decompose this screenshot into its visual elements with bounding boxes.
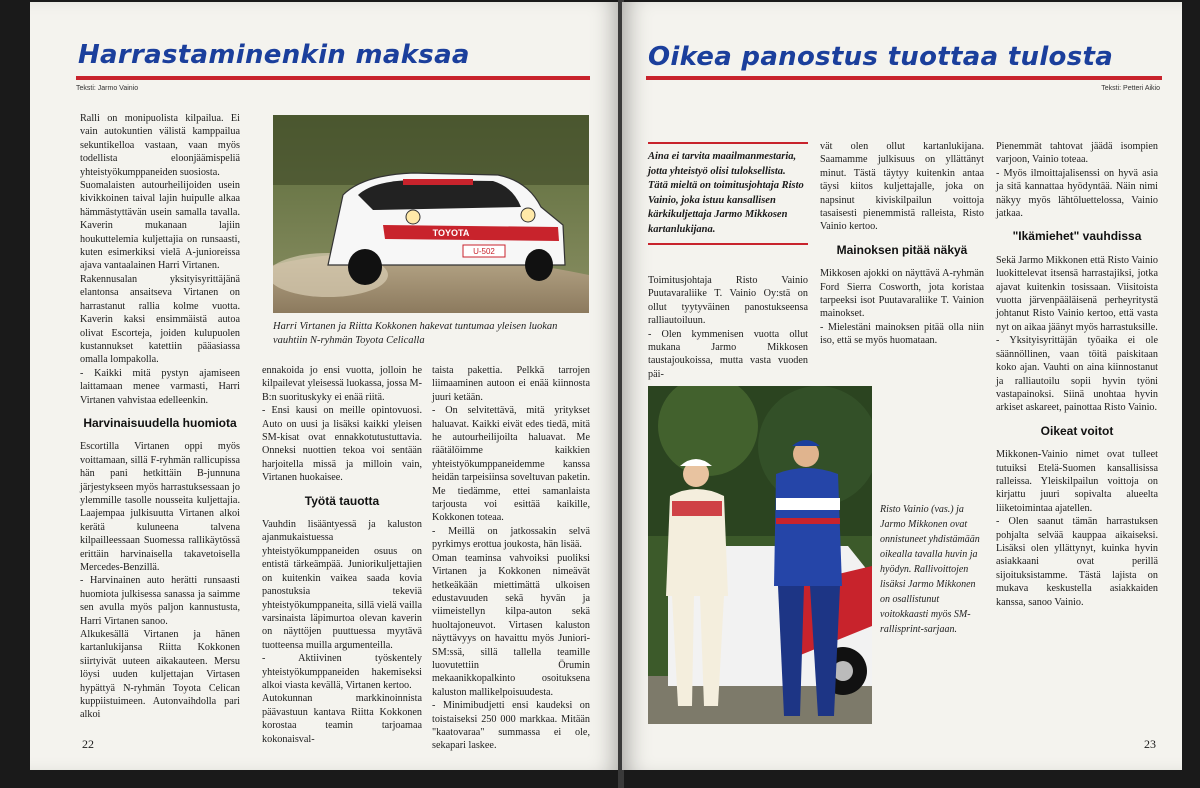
paragraph: Suomalaisten autourheilijoiden usein kivikkoinen taival lajin huipulle alkaa hämmästyttävän usein samalla tavalla. Kaverin mukanaan lajiin houkuttelemia kuljettajia on runsaasti, kuten esimerkiksi vielä A-junioreissa ajava vantaalainen Harri Virtanen. xyxy=(80,180,240,272)
subheading: "Ikämiehet" vauhdissa xyxy=(1012,229,1142,244)
paragraph: - Meillä on jatkossakin selvä pyrkimys erottua joukosta, hän lisää. xyxy=(432,525,590,551)
right-byline: Teksti: Petteri Aikio xyxy=(1101,85,1160,92)
left-headline-rule xyxy=(76,76,590,80)
paragraph: Mikkosen ajokki on näyttävä A-ryhmän Ford Sierra Cosworth, jota koristaa tarpeeksi isot Puutavaraliike T. Vainion mainokset. xyxy=(820,268,984,320)
right-headline: Oikea panostus tuottaa tulosta xyxy=(648,42,1114,72)
left-column-3 xyxy=(432,364,590,753)
paragraph: - Myös ilmoittajalisenssi on hyvä asia ja sitä kannattaa hyödyntää. Näin nimi näkyy myös lähtöluettelossa, Vainio jatkaa. xyxy=(996,167,1158,220)
paragraph: - Olen kymmenisen vuotta ollut mukana Jarmo Mikkosen taustajoukoissa, mutta vasta vuoden päi- xyxy=(648,328,808,380)
subheading: Työtä tauotta xyxy=(304,493,380,508)
paragraph: Toimitusjohtaja Risto Vainio Puutavaraliike T. Vainio Oy:stä on ollut tyytyväinen panostukseensa ralliautoiluun. xyxy=(648,275,808,327)
right-column-2 xyxy=(820,140,984,348)
paragraph: - Ensi kausi on meille opintovuosi. Auto on uusi ja lisäksi kaikki yleisen SM-kisat ovat ennakkotutustuttavia. Onneksi nuottien tekoa voi sentään harjoitella missä ja milloin vain, Virtanen huokaisee. xyxy=(262,405,422,484)
subheading: Oikeat voitot xyxy=(1040,423,1114,438)
right-page xyxy=(622,2,1182,770)
left-page-number: 22 xyxy=(82,737,94,751)
right-photo-caption: Risto Vainio (vas.) ja Jarmo Mikkonen ovat onnistuneet yhdistämään oikealla tavalla huvin ja hyödyn. Rallivoittojen lisäksi Jarmo Mikkonen on osallistunut voitokkaasti myös SM-rallisprint-sarjaan. xyxy=(880,504,980,635)
left-column-2 xyxy=(262,364,422,746)
right-headline-rule xyxy=(646,76,1162,80)
drivers-photo xyxy=(648,386,872,724)
right-column-1 xyxy=(648,274,808,381)
paragraph: Ralli on monipuolista kilpailua. Ei vain autokuntien välistä kamppailua sekuntikelloa vastaan, vaan myös todellista eloonjäämispeliä yhteistyökumppaneiden suosiosta. xyxy=(80,113,240,178)
paragraph: - Kaikki mitä pystyn ajamiseen laittamaan menee varmasti, Harri Virtanen vahvistaa edelleenkin. xyxy=(80,367,240,406)
paragraph: taista pakettia. Pelkkä tarrojen liimaaminen autoon ei enää kiinnosta juuri ketään. xyxy=(432,365,590,403)
subheading: Harvinaisuudella huomiota xyxy=(83,415,237,430)
paragraph: Alkukesällä Virtanen ja hänen kartanlukijansa Riitta Kokkonen siirtyivät uuteen aikakauteen. Mersu löysi uuden kuljettajan Virtasen hypättyä N-ryhmän Toyota Celican kuppiistuimeen. Autonvaihdolla pari alkoi xyxy=(80,629,240,721)
left-byline: Teksti: Jarmo Vainio xyxy=(76,85,139,92)
paragraph: Mikkonen-Vainio nimet ovat tulleet tutuiksi Etelä-Suomen kansallisissa ralleissa. Yleiskilpailun voittoja on kirjattu juuri sopivalta alueelta liiketoimintaa ajatellen. xyxy=(996,449,1158,514)
paragraph: Sekä Jarmo Mikkonen että Risto Vainio luokittelevat itsensä harrastajiksi, jotka ajavat kuitenkin tosissaan. Viisitoista vuotta järvenpääläisenä perheyritystä johtanut Risto Vainio kertoo, että vasta nyt on aikaa jäänyt myös harrastuksille. xyxy=(996,254,1158,333)
paragraph: Escortilla Virtanen oppi myös voittamaan, sillä F-ryhmän rallicupissa hän pani hetkittäin B-junnuna järjestykseen myös harrastuksessaan jo ylemmille tasolle nousseita kuljettajia. Laajempaa julkisuutta Virtanen alkoi kerätä kuluneena talvena kilpailleessaan Suomessa rallikäytössä erittäin harvinaisella takavetoisella Mercedes-Benzillä. xyxy=(80,441,240,573)
license-plate: U-502 xyxy=(473,247,495,256)
paragraph: - On selvitettävä, mitä yritykset haluavat. Kaikki eivät edes tiedä, mitä he autourheilijoilta haluavat. Me räätälöimme kaikkien yhteistyökumppaneidemme kanssa heidän tarpeisiinsa soveltuvan paketin. Me tiedämme, ettei samanlaista tarjousta voi esittää kaikille, Kokkonen toteaa. xyxy=(432,405,590,524)
paragraph: Rakennusalan yksityisyrittäjänä elantonsa ansaitseva Virtanen on harrastanut rallia kolme vuotta. Kaverin kaksi ensimmäistä autoa olivat Escorteja, joiden kulupuolen kustannukset katettiin pääasiassa omalla lompakolla. xyxy=(80,273,240,366)
paragraph: Pienemmät tahtovat jäädä isompien varjoon, Vainio toteaa. xyxy=(996,141,1158,166)
right-page-number: 23 xyxy=(1144,737,1156,751)
left-page xyxy=(30,2,620,770)
paragraph: - Aktiivinen työskentely yhteistyökumppaneiden hakemiseksi alkoi viasta kevällä, Virtanen kertoo. xyxy=(262,653,422,691)
paragraph: - Harvinainen auto herätti runsaasti huomiota julkisessa sanassa ja saimme sen avulla myös paljon kannustusta, Harri Virtanen sanoo. xyxy=(80,575,240,627)
left-photo-caption: Harri Virtanen ja Riitta Kokkonen hakevat tuntumaa yleisen luokan vauhtiin N-ryhmän Toyota Celicalla xyxy=(273,321,558,346)
left-headline: Harrastaminenkin maksaa xyxy=(78,40,470,70)
paragraph: - Mielestäni mainoksen pitää olla niin iso, että se myös huomataan. xyxy=(820,321,984,347)
left-column-1 xyxy=(80,112,240,722)
subheading: Mainoksen pitää näkyä xyxy=(836,242,968,257)
paragraph: ennakoida jo ensi vuotta, jolloin he kilpailevat yleisessä luokassa, jossa M-B:n suorituskyky ei enää riitä. xyxy=(262,365,422,403)
paragraph: Autokunnan markkinoinnista päävastuun kantava Riitta Kokkonen korostaa teamin tarjoamaa kokonaisval- xyxy=(262,693,422,745)
car-sponsor-text: TOYOTA xyxy=(432,228,470,238)
paragraph: Oman teaminsa vahvoiksi puoliksi Virtanen ja Kokkonen nimeävät hetkeäkään miettimättä ulkoisen edustavuuden sekä hyvän ja viimeistellyn kilpa-auton sekä huoltajoneuvot. Virtasen kaluston näyttävyys on havaittu myös Juniori-SM:ssä, sillä tallella teamille luovutettiin Örumin mekaanikkopalkinto osoituksena kaluston mallikelpoisuudesta. xyxy=(432,552,590,698)
paragraph: vät olen ollut kartanlukijana. Saamamme julkisuus on yllättänyt minut. Tästä täytyy kuitenkin antaa täysi kiitos kuljettajalle, joka on napsinut kiviskilpailun voittoja tasaisesti pienemmistä ralleista, Risto Vainio kertoo. xyxy=(820,141,984,233)
paragraph: Vauhdin lisääntyessä ja kaluston ajanmukaistuessa yhteistyökumppaneiden osuus on entistä tärkeämpää. Juniorikuljettajien on kuitenkin vaikea saada kovia panostuksia tekeviä yhteistyökumppaneita, sillä vielä vailla varsinaista läpimurtoa olevan kaverin on näyttöjen puuttuessa myytävä tuotteensa muilla argumenteilla. xyxy=(262,519,422,651)
rally-car-photo xyxy=(273,115,589,313)
paragraph: - Olen saanut tämän harrastuksen pohjalta selvää kauppaa aikaiseksi. Lisäksi olen yllättynyt, kuinka hyvin asiakkaani ovat perillä sijoituksistamme. Tästä lajista on mukava keskustella asiakkaiden kanssa, sanoo Vainio. xyxy=(996,516,1158,608)
right-column-3 xyxy=(996,140,1158,609)
pull-quote: Aina ei tarvita maailmanmestaria, jotta yhteistyö olisi tuloksellista. Tätä mieltä on toimitusjohtaja Risto Vainio, joka istuu kansallisen kärkikuljettaja Jarmo Mikkosen kartanlukijana. xyxy=(648,142,808,245)
paragraph: - Yksityisyrittäjän työaika ei ole säännöllinen, vaan töitä paiskitaan koko ajan. Vauhti on aina kiinnostanut ja ralliautoilu sopii hyvin työni vastapainoksi. Siinä unohtaa hyvin arkiset askareet, painottaa Risto Vainio. xyxy=(996,335,1158,414)
paragraph: - Minimibudjetti ensi kaudeksi on toistaiseksi 250 000 markkaa. Mitään "kaatovaraa" summassa ei ole, sekapari laskee. xyxy=(432,700,590,752)
